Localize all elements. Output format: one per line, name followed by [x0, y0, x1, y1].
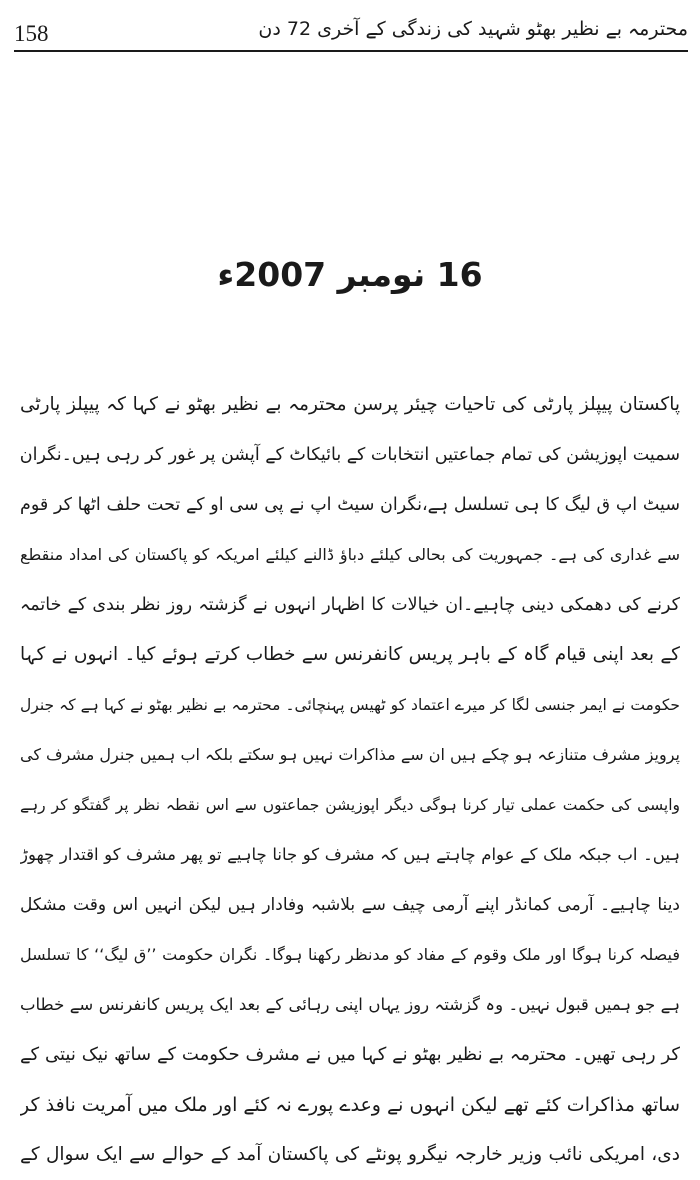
body-line: پرویز مشرف متنازعہ ہو چکے ہیں ان سے مذاکرات نہیں ہو سکتے بلکہ اب ہمیں جنرل مشرف کی	[20, 745, 680, 764]
body-line: ہیں۔ اب جبکہ ملک کے عوام چاہتے ہیں کہ مشرف کو جانا چاہیے تو پھر مشرف کو اقتدار چھوڑ	[20, 845, 680, 864]
body-line: ہے جو ہمیں قبول نہیں۔ وہ گزشتہ روز یہاں اپنی رہائی کے بعد ایک پریس کانفرنس سے خطاب	[20, 995, 680, 1014]
body-line: سے غداری کی ہے۔ جمہوریت کی بحالی کیلئے دباؤ ڈالنے کیلئے امریکہ کو پاکستان کی امداد منقطع	[20, 545, 680, 564]
running-title: محترمہ بے نظیر بھٹو شہید کی زندگی کے آخری 72 دن	[258, 18, 688, 40]
body-line: کر رہی تھیں۔ محترمہ بے نظیر بھٹو نے کہا میں نے مشرف حکومت کے ساتھ نیک نیتی کے	[20, 1044, 680, 1065]
page-header	[14, 18, 688, 44]
body-line: سیٹ اپ ق لیگ کا ہی تسلسل ہے،نگران سیٹ اپ نے پی سی او کے تحت حلف اٹھا کر قوم	[20, 495, 680, 515]
body-line: دی، امریکی نائب وزیر خارجہ نیگرو پونٹے کی پاکستان آمد کے حوالے سے ایک سوال کے	[20, 1144, 680, 1165]
page-number: 158	[14, 21, 49, 46]
body-line: کے بعد اپنی قیام گاہ کے باہر پریس کانفرنس سے خطاب کرتے ہوئے کیا۔ انہوں نے کہا	[20, 644, 680, 665]
body-line: دینا چاہیے۔ آرمی کمانڈر اپنے آرمی چیف سے بلاشبہ وفادار ہیں لیکن انہیں اس وقت مشکل	[20, 895, 680, 915]
body-line: سمیت اپوزیشن کی تمام جماعتیں انتخابات کے بائیکاٹ کے آپشن پر غور کر رہی ہیں۔نگران	[20, 445, 680, 465]
header-divider	[14, 50, 688, 52]
body-line: واپسی کی حکمت عملی تیار کرنا ہوگی دیگر اپوزیشن جماعتوں سے اس نقطہ نظر پر گفتگو کر رہے	[20, 796, 680, 814]
body-line: ساتھ مذاکرات کئے تھے لیکن انہوں نے وعدے پورے نہ کئے اور ملک میں آمریت نافذ کر	[20, 1094, 680, 1116]
body-line: حکومت نے ایمر جنسی لگا کر میرے اعتماد کو ٹھیس پہنچائی۔ محترمہ بے نظیر بھٹو نے کہا ہے کہ جنرل	[20, 696, 680, 714]
body-line: فیصلہ کرنا ہوگا اور ملک وقوم کے مفاد کو مدنظر رکھنا ہوگا۔ نگران حکومت ’’ق لیگ‘‘ کا تسلسل	[20, 945, 680, 964]
body-line: پاکستان پیپلز پارٹی کی تاحیات چیئر پرسن محترمہ بے نظیر بھٹو نے کہا کہ پیپلز پارٹی	[20, 394, 680, 415]
body-text	[20, 380, 680, 1180]
body-line: کرنے کی دھمکی دینی چاہیے۔ان خیالات کا اظہار انہوں نے گزشتہ روز نظر بندی کے خاتمہ	[20, 595, 680, 615]
chapter-title: 16 نومبر 2007ء	[217, 255, 483, 294]
